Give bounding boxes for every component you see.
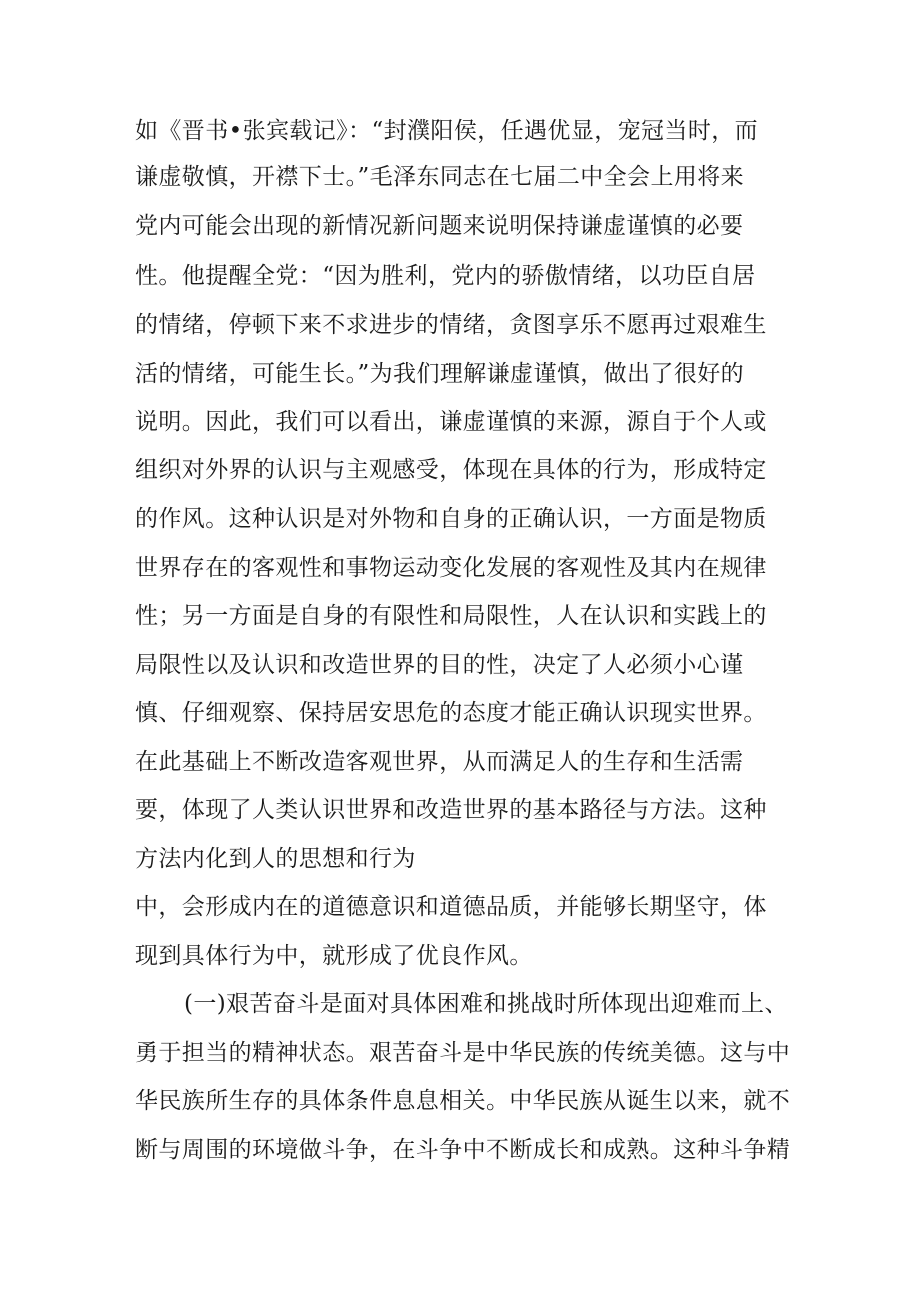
text-line: 的作风。这种认识是对外物和自身的正确认识，一方面是物质: [135, 506, 767, 532]
section-heading-line: (一)艰苦奋斗是面对具体困难和挑战时所体现出迎难而上、: [184, 991, 788, 1017]
text-line: 慎、仔细观察、保持居安思危的态度才能正确认识现实世界。: [135, 700, 767, 726]
text-line: 断与周围的环境做斗争，在斗争中不断成长和成熟。这种斗争精: [135, 1137, 791, 1163]
text-line: 要，体现了人类认识世界和改造世界的基本路径与方法。这种: [135, 797, 767, 823]
text-line: 党内可能会出现的新情况新问题来说明保持谦虚谨慎的必要: [135, 213, 744, 239]
text-line: 性。他提醒全党：“因为胜利，党内的骄傲情绪，以功臣自居: [135, 263, 756, 289]
text-line: 活的情绪，可能生长。”为我们理解谦虚谨慎，做出了很好的: [135, 361, 745, 387]
text-line: 如《晋书•张宾载记》：“封濮阳侯，任遇优显，宠冠当时，而: [135, 118, 759, 144]
text-line: 勇于担当的精神状态。艰苦奋斗是中华民族的传统美德。这与中: [135, 1040, 791, 1066]
text-line: 华民族所生存的具体条件息息相关。中华民族从诞生以来，就不: [135, 1088, 791, 1114]
text-line: 中，会形成内在的道德意识和道德品质，并能够长期坚守，体: [135, 894, 767, 920]
text-line: 世界存在的客观性和事物运动变化发展的客观性及其内在规律: [135, 555, 767, 581]
text-line: 局限性以及认识和改造世界的目的性，决定了人必须小心谨: [135, 652, 744, 678]
text-line: 性；另一方面是自身的有限性和局限性，人在认识和实践上的: [135, 603, 767, 629]
text-line: 的情绪，停顿下来不求进步的情绪，贪图享乐不愿再过艰难生: [135, 312, 767, 338]
text-line: 说明。因此，我们可以看出，谦虚谨慎的来源，源自于个人或: [135, 409, 767, 435]
text-line: 谦虚敬慎，开襟下士。”毛泽东同志在七届二中全会上用将来: [135, 164, 745, 190]
text-line: 现到具体行为中，就形成了优良作风。: [135, 943, 533, 969]
text-line: 方法内化到人的思想和行为: [135, 846, 416, 872]
text-line: 在此基础上不断改造客观世界，从而满足人的生存和生活需: [135, 749, 744, 775]
text-line: 组织对外界的认识与主观感受，体现在具体的行为，形成特定: [135, 457, 767, 483]
